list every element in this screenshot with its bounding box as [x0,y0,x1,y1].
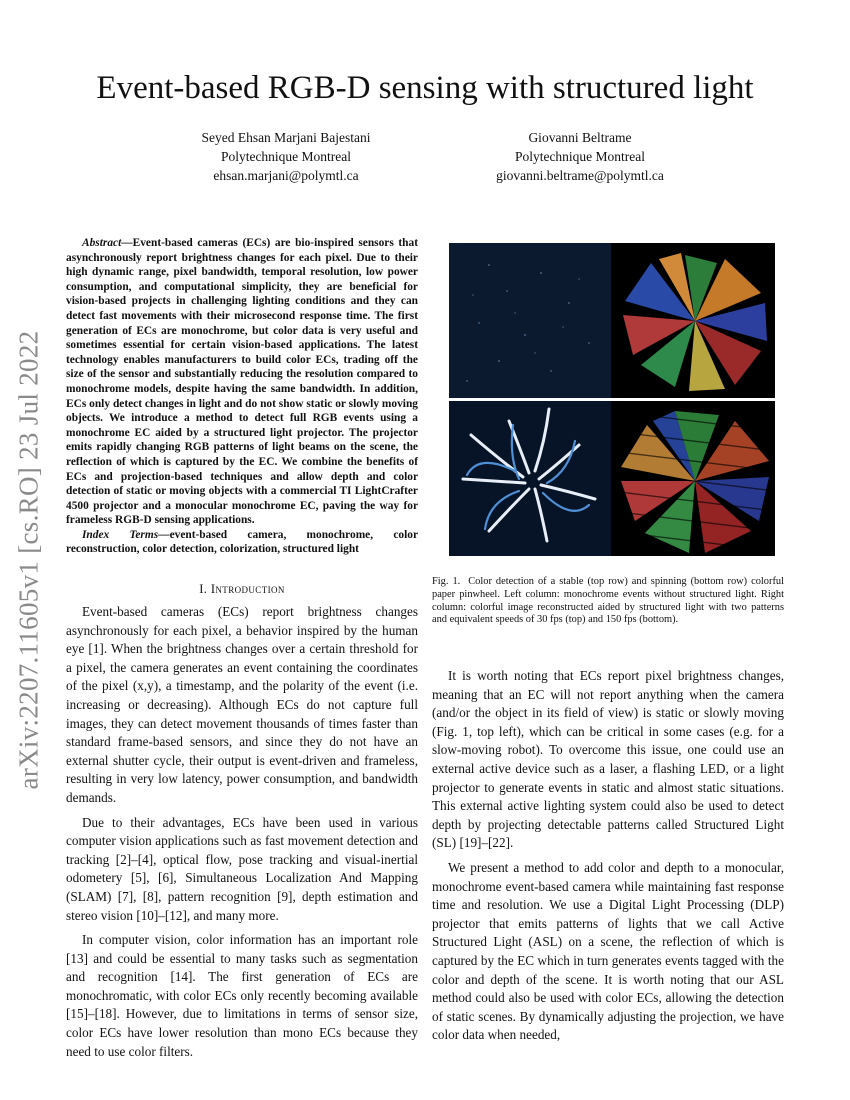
author-name: Giovanni Beltrame [528,130,632,145]
figure-1 [437,240,767,556]
right-paragraph-2: We present a method to add color and depth to a monocular, monochrome event-based camera while maintaining fast response time and resolution. We use a Digital Light Processing (DLP) projector that emits patterns of lights that we call Active Structured Light (ASL) on a scene, the reflection of which is captured by the EC which in turn generates events tagged with the color and depth of the scene. It is worth noting that our ASL method could also be used with color ECs, allowing the detection of static scenes. By dynamically adjusting the projection, we have color data when needed, [432,859,784,1043]
figure-panel-spinning-color [611,401,775,556]
author-email: ehsan.marjani@polymtl.ca [213,168,359,183]
paper-title: Event-based RGB-D sensing with structured light [96,70,754,106]
abstract [66,236,418,557]
arxiv-identifier [8,300,50,820]
right-column-text [432,667,784,1051]
index-terms-text: —event-based camera, monochrome, color reconstruction, color detection, colorization, structured light [66,528,418,556]
abstract-label: Abstract [82,237,122,249]
figure-caption [432,576,784,627]
author-block-1 [156,128,416,185]
intro-paragraph-1: Event-based cameras (ECs) report brightness changes asynchronously for each pixel, a behavior inspired by the human eye [1]. When the brightness changes over a certain threshold for a pixel, the camera generates an event containing the coordinates of the pixel (x,y), a timestamp, and the polarity of the event (i.e. increasing or decreasing). Although ECs do not capture full images, they can detect movement thousands of times faster than standard frame-based sensors, and since they do not have an external shutter cycle, their output is event-driven and frameless, resulting in very low latency, power consumption, and bandwidth demands. [66,604,418,805]
author-name: Seyed Ehsan Marjani Bajestani [201,130,371,145]
section-title: Introduction [210,582,285,596]
author-affiliation: Polytechnique Montreal [220,149,352,164]
author-affiliation: Polytechnique Montreal [514,149,646,164]
intro-paragraph-3: In computer vision, color information has an important role [13] and could be essential to many tasks such as segmentation and recognition [14]. The first generation of ECs are monochromatic, with color ECs only recently becoming available [15]–[18]. However, due to limitations in terms of sensor size, color ECs have lower resolution than mono ECs because they need to use color filters. [66,932,418,1059]
figure-panel-static-color [611,243,775,398]
color-pinwheel-image [611,243,775,398]
color-spinning-image [611,401,775,556]
introduction-text [66,603,418,1067]
figure-caption-text: Color detection of a stable (top row) and spinning (bottom row) colorful paper pinwheel. Left column: monochrome events without structured light. Right column: colorful image reconstructed aided by structured light with two patterns and equivalent speeds of 30 fps (top) and 150 fps (bottom). [432,576,784,626]
figure-label: Fig. 1. [432,576,461,587]
figure-panel-spinning-monochrome [449,401,613,556]
index-terms-label: Index Terms [82,528,159,541]
section-heading [66,582,418,597]
sparse-events-image [449,243,613,398]
abstract-text: —Event-based cameras (ECs) are bio-inspired sensors that asynchronously report brightness changes for each pixel. Due to their high dynamic range, pixel bandwidth, temporal resolution, low power consumption, and computational simplicity, they are beneficial for vision-based projects in challenging lighting conditions and they can detect fast movements with their microsecond response time. The first generation of ECs are monochrome, but color data is very useful and sometimes essential for certain vision-based applications. The latest technology enables manufacturers to build color ECs, trading off the size of the sensor and substantially reducing the resolution compared to monochrome models, despite having the same bandwidth. In addition, ECs only detect changes in light and do not show static or slowly moving objects. We introduce a method to detect full RGB events using a monochrome EC aided by a structured light projector. The projector emits rapidly changing RGB patterns of light beams on the scene, the reflection of which is captured by the EC. We combine the benefits of ECs and projection-based techniques and allow depth and color detection of static or moving objects with a commercial TI LightCrafter 4500 projector and a monocular monochrome EC, paving the way for frameless RGB-D sensing applications. [66,237,418,527]
motion-events-image [449,401,613,556]
arxiv-identifier-text: arXiv:2207.11605v1 [cs.RO] 23 Jul 2022 [13,330,44,790]
figure-panel-static-monochrome [449,243,613,398]
right-paragraph-1: It is worth noting that ECs report pixel brightness changes, meaning that an EC will not report anything when the camera (and/or the object in its field of view) is static or slowly moving (Fig. 1, top left), which can be critical in some cases (e.g. for a slow-moving robot). To overcome this issue, one could use an external active device such as a laser, a flashing LED, or a light projector to generate events in static and almost static situations. This external active lighting system could also be used to detect depth by projecting detectable patterns called Structured Light (SL) [19]–[22]. [432,668,784,851]
author-block-2 [450,128,710,185]
section-number: I. [199,582,208,596]
intro-paragraph-2: Due to their advantages, ECs have been used in various computer vision applications such as fast movement detection and tracking [2]–[4], optical flow, pose tracking and visual-inertial odometery [5], [6], Simultaneous Localization And Mapping (SLAM) [7], [8], pattern recognition [9], depth estimation and stereo vision [10]–[12], and many more. [66,814,418,923]
author-email: giovanni.beltrame@polymtl.ca [496,168,664,183]
